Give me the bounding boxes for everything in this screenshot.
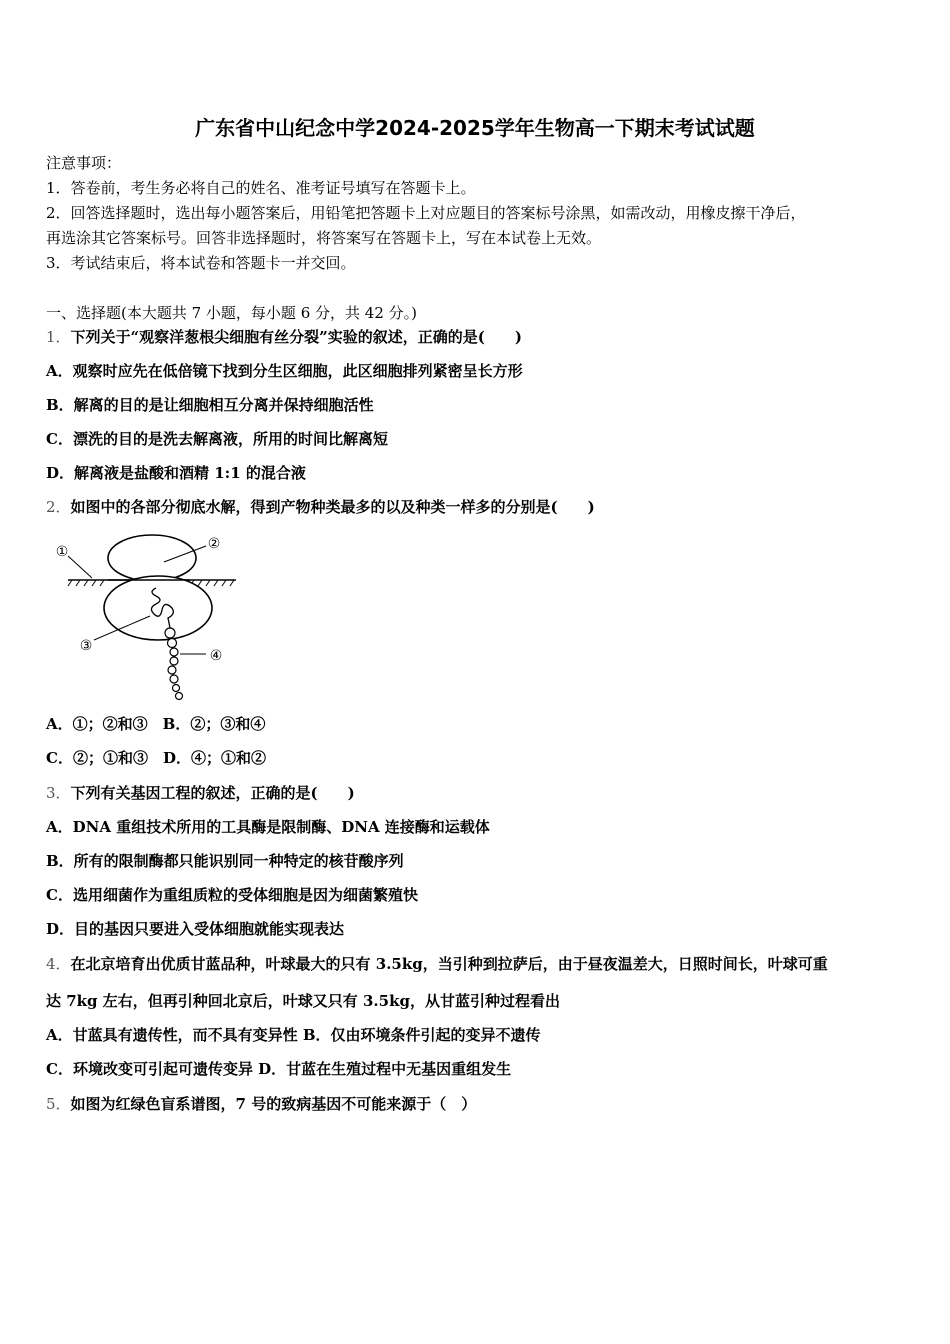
label-2: ② [207, 536, 221, 552]
option: C．选用细菌作为重组质粒的受体细胞是因为细菌繁殖快 [46, 886, 418, 904]
option: B．解离的目的是让细胞相互分离并保持细胞活性 [46, 396, 374, 414]
page-title: 广东省中山纪念中学2024-2025学年生物高一下期末考试试题 [195, 116, 755, 140]
question-number: 5． [46, 1095, 71, 1113]
option: D．解离液是盐酸和酒精 1:1 的混合液 [46, 464, 306, 482]
option: A．DNA 重组技术所用的工具酶是限制酶、DNA 连接酶和运载体 [46, 818, 490, 836]
question-5 [46, 1094, 476, 1114]
option: B．所有的限制酶都只能识别同一种特定的核苷酸序列 [46, 852, 404, 870]
notice-item: 1．答卷前，考生务必将自己的姓名、准考证号填写在答题卡上。 [46, 179, 476, 197]
question-stem: 如图中的各部分彻底水解，得到产物种类最多的以及种类一样多的分别是( ) [70, 498, 595, 516]
question-number: 1． [46, 328, 71, 346]
question-1 [46, 327, 522, 347]
question-stem: 下列有关基因工程的叙述，正确的是( ) [70, 784, 355, 802]
question-stem: 下列关于“观察洋葱根尖细胞有丝分裂”实验的叙述，正确的是( ) [70, 328, 523, 346]
question-stem: 在北京培育出优质甘蓝品种，叶球最大的只有 3.5kg，当引种到拉萨后，由于昼夜温差大，日照时间长，叶球可重 [70, 955, 828, 973]
question-stem: 如图为红绿色盲系谱图，7 号的致病基因不可能来源于（ ） [70, 1095, 477, 1113]
option: C．漂洗的目的是洗去解离液，所用的时间比解离短 [46, 430, 388, 448]
question-number: 2． [46, 498, 71, 516]
label-1: ① [55, 544, 69, 560]
question-number: 4． [46, 955, 71, 973]
question-2 [46, 497, 595, 517]
question-3 [46, 783, 355, 803]
label-3: ③ [79, 638, 93, 654]
option: C．②；①和③ D．④；①和② [46, 749, 266, 767]
notice-item: 3．考试结束后，将本试卷和答题卡一并交回。 [46, 254, 356, 272]
question-stem-continued: 达 7kg 左右，但再引种回北京后，叶球又只有 3.5kg，从甘蓝引种过程看出 [46, 992, 560, 1010]
label-4: ④ [209, 648, 223, 664]
option: A．①；②和③ B．②；③和④ [46, 715, 266, 733]
option: A．甘蓝具有遗传性，而不具有变异性 B．仅由环境条件引起的变异不遗传 [46, 1026, 541, 1044]
notice-item: 再选涂其它答案标号。回答非选择题时，将答案写在答题卡上，写在本试卷上无效。 [46, 229, 602, 247]
option: D．目的基因只要进入受体细胞就能实现表达 [46, 920, 345, 938]
lower-oval [104, 576, 212, 640]
question-number: 3． [46, 784, 71, 802]
section-heading: 一、选择题(本大题共 7 小题，每小题 6 分，共 42 分。) [46, 304, 417, 322]
upper-oval [108, 535, 196, 581]
option: A．观察时应先在低倍镜下找到分生区细胞，此区细胞排列紧密呈长方形 [46, 362, 523, 380]
option: C．环境改变可引起可遗传变异 D．甘蓝在生殖过程中无基因重组发生 [46, 1060, 512, 1078]
question-4 [46, 954, 828, 974]
notice-heading: 注意事项： [46, 154, 122, 172]
notice-item: 2．回答选择题时，选出每小题答案后，用铅笔把答题卡上对应题目的答案标号涂黑，如需改动，用橡皮擦干净后， [46, 204, 806, 222]
membrane-protein-diagram [46, 530, 246, 705]
